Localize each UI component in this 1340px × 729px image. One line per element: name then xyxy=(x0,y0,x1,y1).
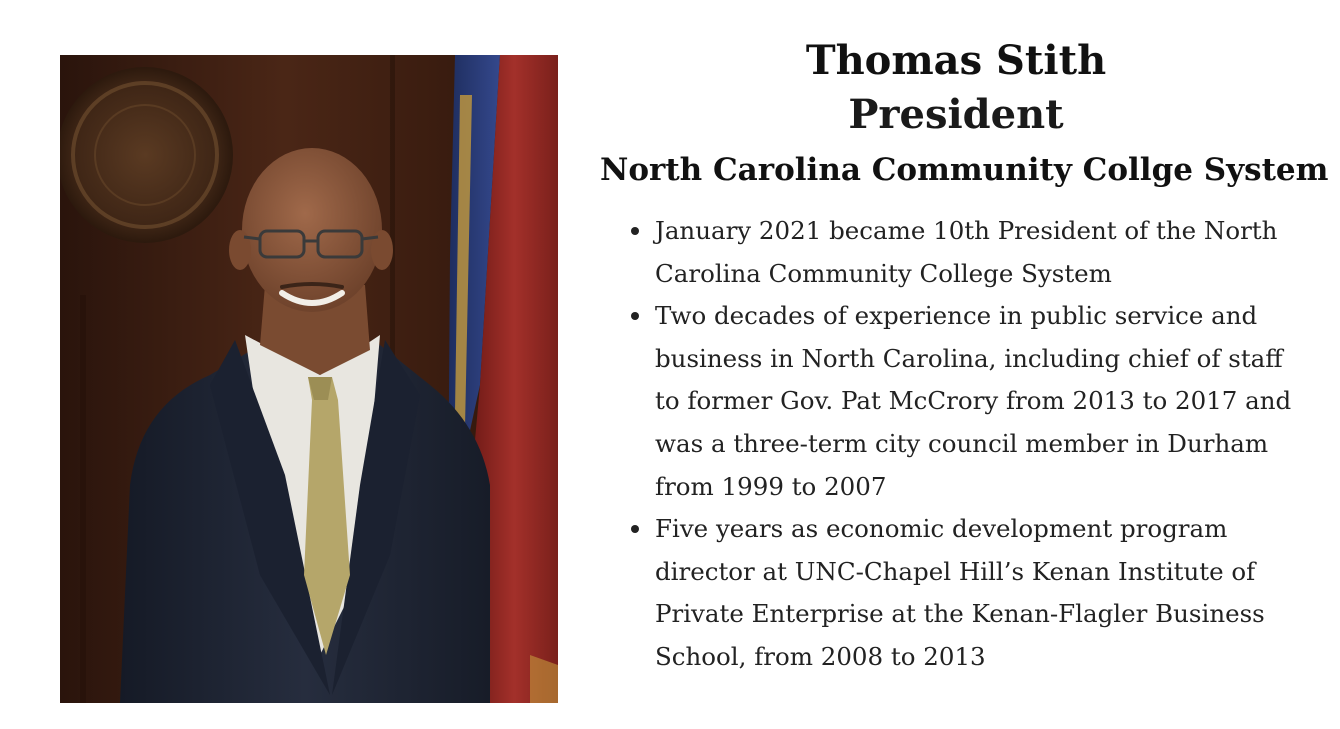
bullet-dot-icon xyxy=(631,227,639,235)
bio-bullet-list xyxy=(600,210,1300,679)
bio-bullet-text: January 2021 became 10th President of the North Carolina Community College System xyxy=(655,216,1278,288)
bio-text-column xyxy=(600,36,1329,679)
bio-bullet xyxy=(600,295,1300,508)
organization-name: North Carolina Community Collge System xyxy=(600,152,1329,188)
bio-bullet xyxy=(600,210,1300,295)
bullet-dot-icon xyxy=(631,525,639,533)
portrait-illustration xyxy=(60,55,558,703)
person-title: President xyxy=(848,91,1064,138)
bio-bullet-text: Two decades of experience in public service and business in North Carolina, including chief of staff to former Gov. Pat McCrory from 2013 to 2017 and was a three-term city council member in Durham from 1999 to 2007 xyxy=(655,301,1292,501)
bio-bullet-text: Five years as economic development program director at UNC-Chapel Hill’s Kenan Institute of Private Enterprise at the Kenan-Flagler Business School, from 2008 to 2013 xyxy=(655,514,1265,671)
head xyxy=(242,148,382,312)
portrait-photo xyxy=(60,55,558,703)
person-name: Thomas Stith xyxy=(805,37,1107,84)
wall-seal xyxy=(60,67,233,243)
bullet-dot-icon xyxy=(631,312,639,320)
bio-bullet xyxy=(600,508,1300,678)
